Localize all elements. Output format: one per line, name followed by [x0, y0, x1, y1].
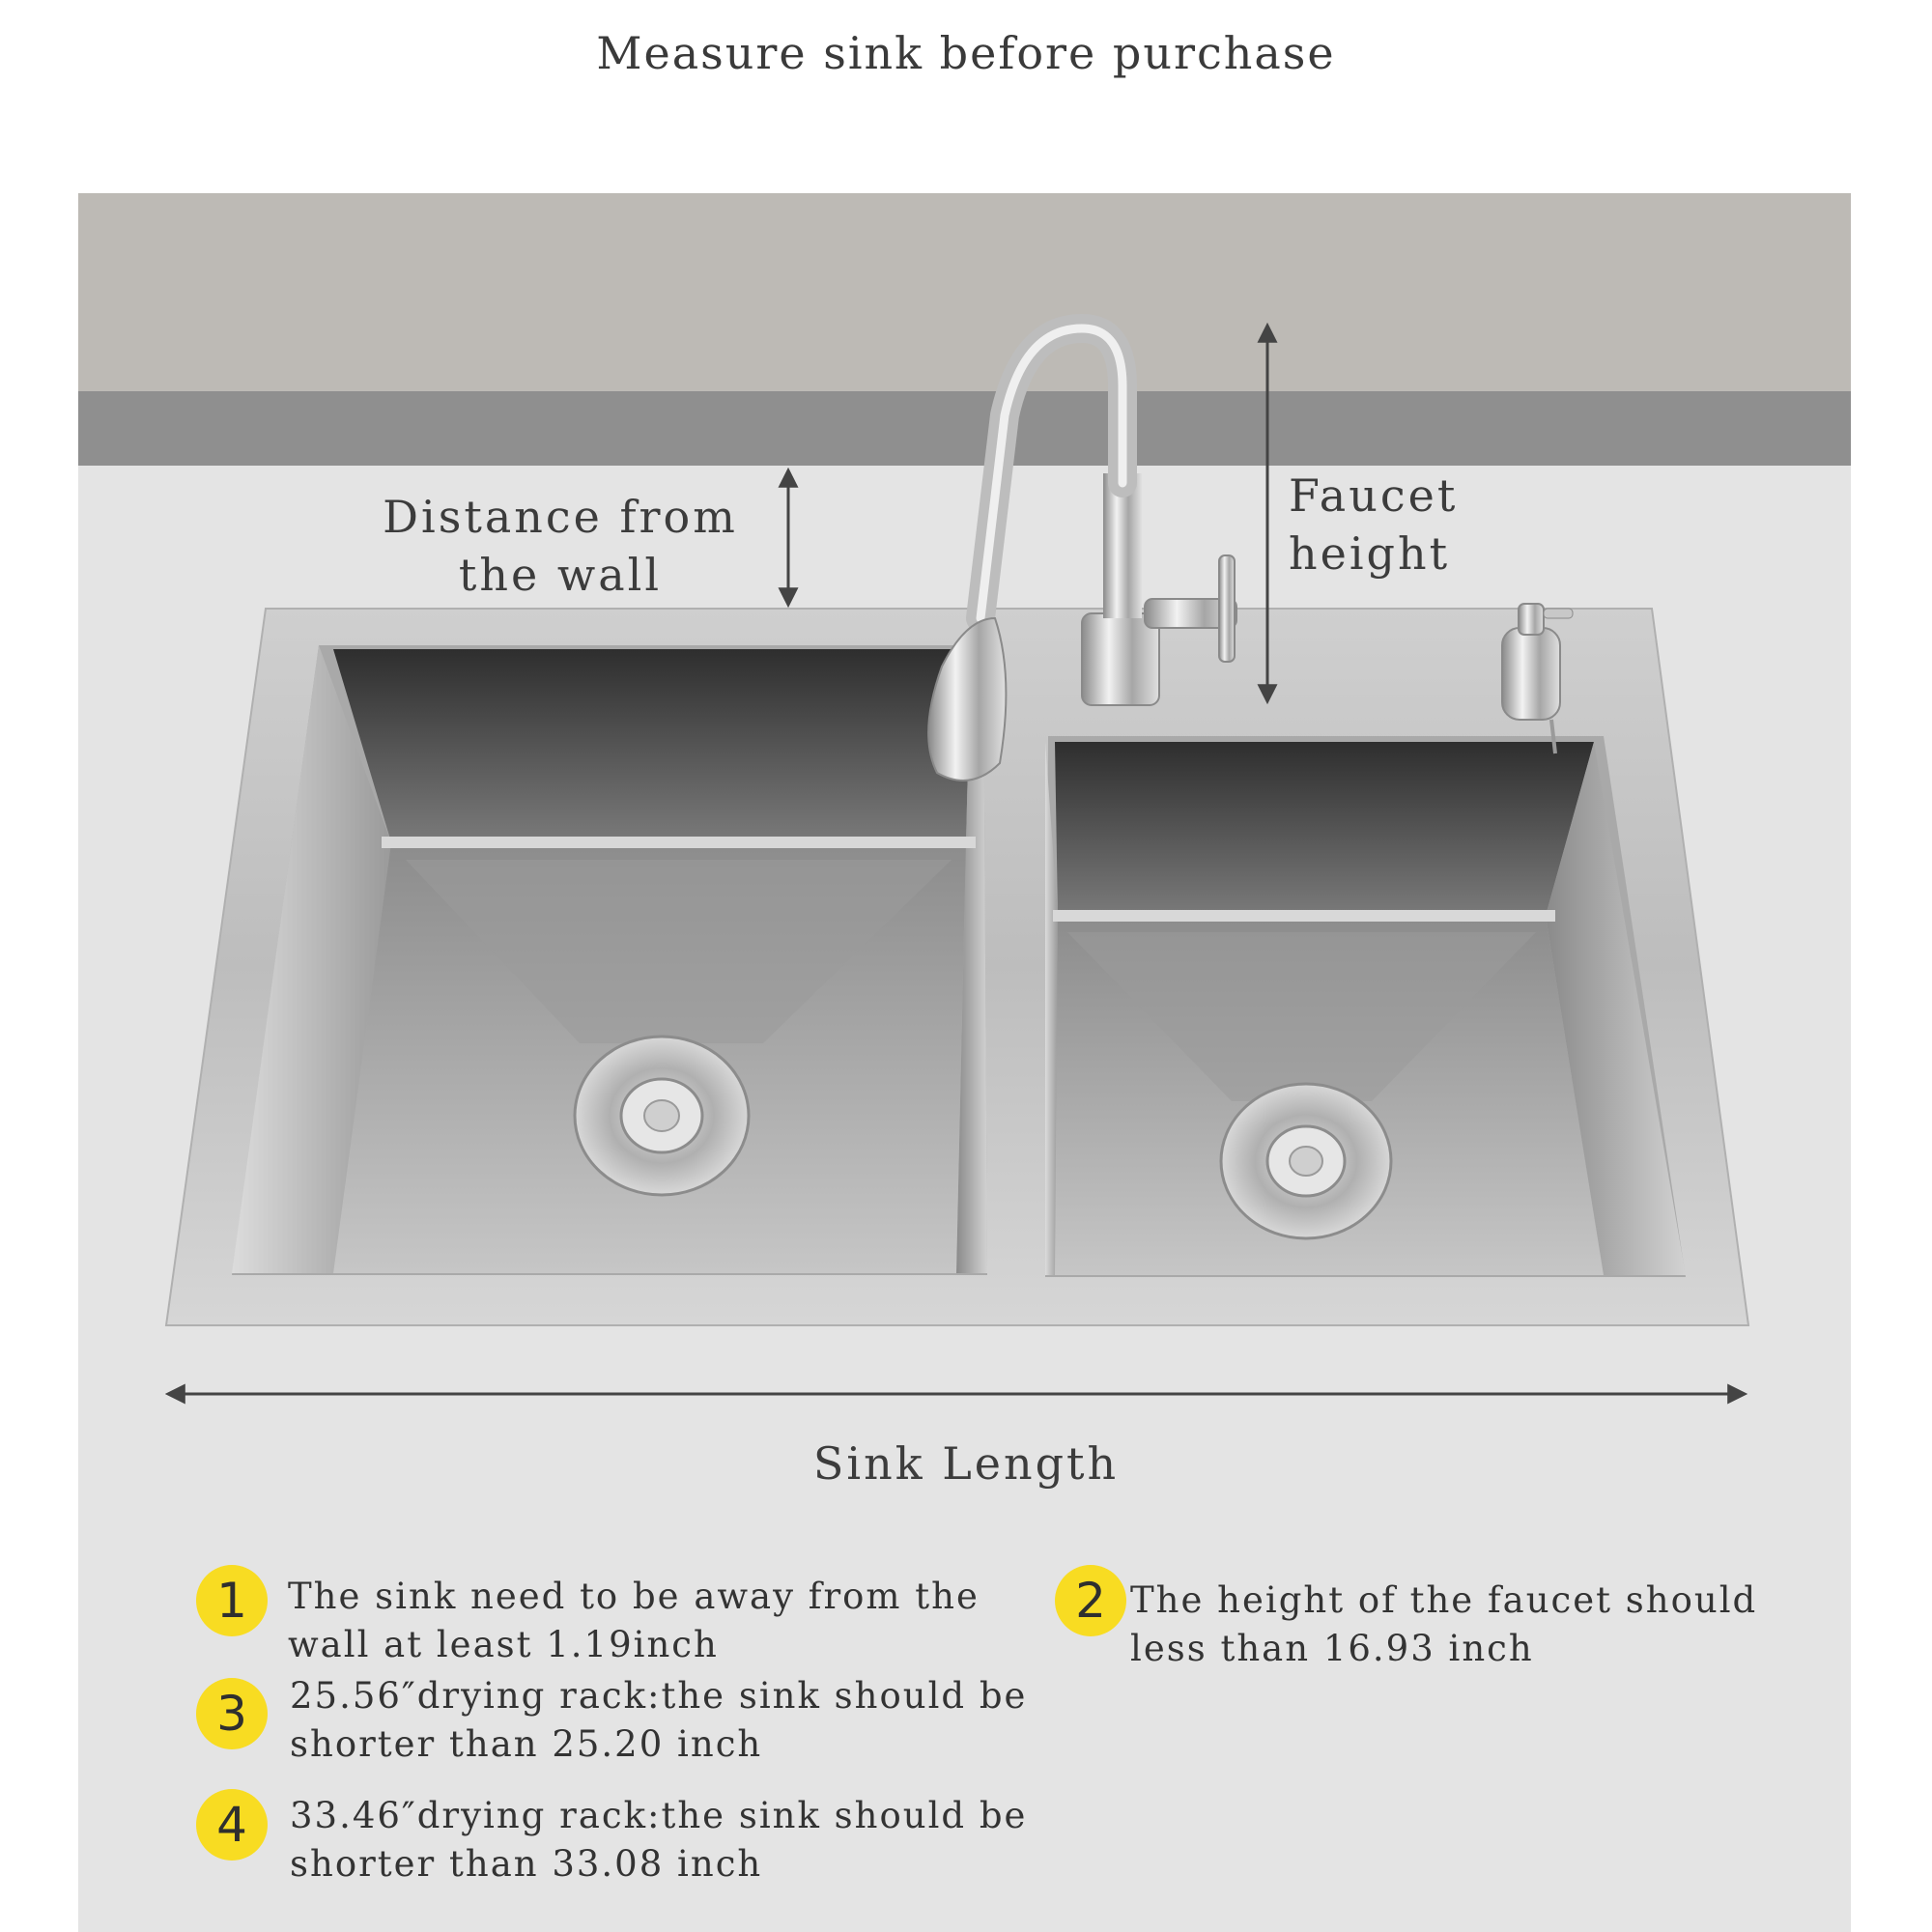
sink-length-label: Sink Length: [812, 1437, 1120, 1490]
note-4-text: 33.46″drying rack:the sink should be shorter than 33.08 inch: [290, 1795, 1028, 1885]
distance-from-wall-label: Distance from the wall: [383, 491, 738, 601]
note-3-text: 25.56″drying rack:the sink should be shorter than 25.20 inch: [290, 1675, 1028, 1765]
note-badge-1: 1: [196, 1565, 268, 1636]
note-2-text: The height of the faucet should less than 16.93 inch: [1130, 1579, 1758, 1669]
drain-icon: [575, 1037, 749, 1195]
note-badge-3: 3: [196, 1678, 268, 1749]
wall: [78, 193, 1851, 391]
page-title: Measure sink before purchase: [596, 27, 1336, 79]
drain-icon: [1221, 1084, 1391, 1238]
note-badge-4: 4: [196, 1789, 268, 1861]
note-1-text: The sink need to be away from the wall at least 1.19inch: [288, 1576, 980, 1665]
faucet-height-label: Faucet height: [1289, 469, 1459, 580]
note-badge-2: 2: [1055, 1565, 1126, 1636]
wall-band: [78, 391, 1851, 466]
